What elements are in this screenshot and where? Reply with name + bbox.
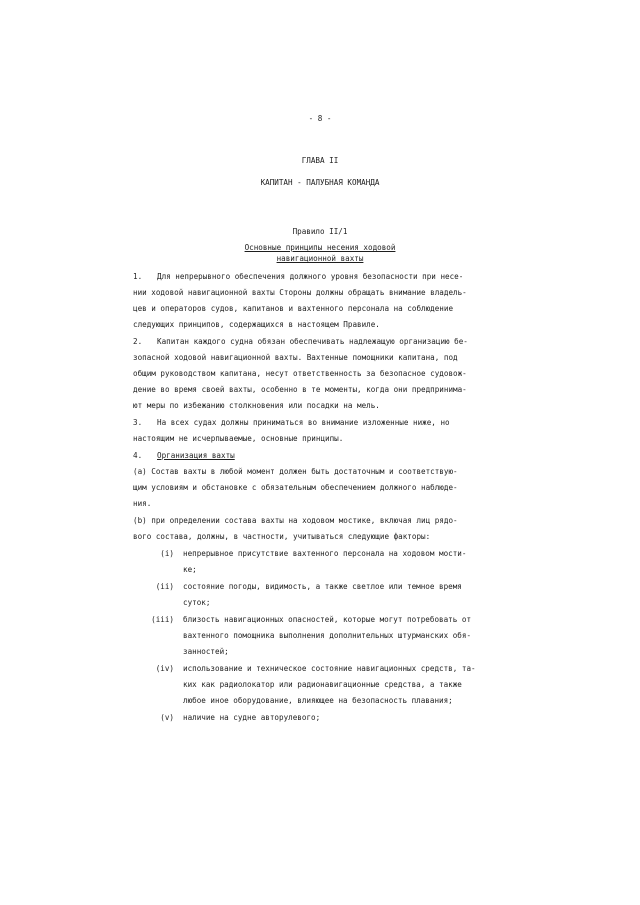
paragraph-2-line-1: Капитан каждого судна обязан обеспечивать надлежащую организацию бе- [157, 337, 468, 346]
item-i-line-2: ке; [183, 565, 197, 574]
item-iii-line-1: близость навигационных опасностей, которые могут потребовать от [183, 615, 472, 624]
rule-number: Правило II/1 [292, 227, 348, 236]
paragraph-2-line-4: дение во время своей вахты, особенно в те моменты, когда они предпринима- [133, 385, 467, 394]
paragraph-4-title: Организация вахты [157, 451, 235, 460]
page-number: - 8 - [308, 114, 332, 123]
item-v-label: (v) [160, 713, 174, 722]
paragraph-b-line-2: вого состава, должны, в частности, учитываться следующие факторы: [133, 532, 431, 541]
paragraph-1-line-4: следующих принципов, содержащихся в настоящем Правиле. [133, 320, 380, 329]
item-ii-label: (ii) [155, 582, 174, 591]
chapter-heading: ГЛАВА II [301, 156, 339, 165]
paragraph-b-line-1: (b) при определении состава вахты на ходовом мостике, включая лиц рядо- [133, 516, 458, 525]
paragraph-2-line-5: ют меры по избежанию столкновения или посадки на мель. [133, 401, 380, 410]
paragraph-1-line-1: Для непрерывного обеспечения должного уровня безопасности при несе- [157, 272, 464, 281]
item-iv-line-1: использование и техническое состояние навигационных средств, та- [183, 664, 476, 673]
paragraph-1-line-3: цев и операторов судов, капитанов и вахтенного персонала на соблюдение [133, 304, 454, 313]
chapter-title: КАПИТАН - ПАЛУБНАЯ КОМАНДА [260, 178, 380, 187]
item-iv-line-3: любое иное оборудование, влияющее на безопасность плавания; [183, 696, 453, 705]
paragraph-2-line-3: общим руководством капитана, несут ответственность за безопасное судовож- [133, 369, 467, 378]
item-i-label: (i) [160, 549, 174, 558]
rule-heading-line-2: навигационной вахты [276, 254, 364, 263]
item-iv-label: (iv) [155, 664, 174, 673]
paragraph-a-line-3: ния. [133, 499, 152, 508]
item-v-line-1: наличие на судне авторулевого; [183, 713, 321, 722]
paragraph-4-number: 4. [133, 451, 143, 460]
paragraph-2-number: 2. [133, 337, 143, 346]
paragraph-3-line-1: На всех судах должны приниматься во внимание изложенные ниже, но [157, 418, 450, 427]
paragraph-a-line-2: щим условиям и обстановке с обязательным обеспечением должного наблюде- [133, 483, 458, 492]
item-ii-line-1: состояние погоды, видимость, а также светлое или темное время [183, 582, 462, 591]
item-i-line-1: непрерывное присутствие вахтенного персонала на ходовом мости- [183, 549, 467, 558]
paragraph-1-line-2: нии ходовой навигационной вахты Стороны должны обращать внимание владель- [133, 288, 467, 297]
item-iii-line-2: вахтенного помощника выполнения дополнительных штурманских обя- [183, 631, 472, 640]
rule-heading-line-1: Основные принципы несения ходовой [244, 243, 396, 252]
item-iv-line-2: ких как радиолокатор или радионавигационные средства, а также [183, 680, 462, 689]
item-iii-label: (iii) [151, 615, 174, 624]
paragraph-a-line-1: (a) Состав вахты в любой момент должен быть достаточным и соответствую- [133, 467, 458, 476]
item-iii-line-3: занностей; [183, 647, 229, 656]
paragraph-3-number: 3. [133, 418, 143, 427]
paragraph-2-line-2: зопасной ходовой навигационной вахты. Вахтенные помощники капитана, под [133, 353, 458, 362]
paragraph-1-number: 1. [133, 272, 143, 281]
item-ii-line-2: суток; [183, 598, 211, 607]
paragraph-3-line-2: настоящим не исчерпываемые, основные принципы. [133, 434, 344, 443]
